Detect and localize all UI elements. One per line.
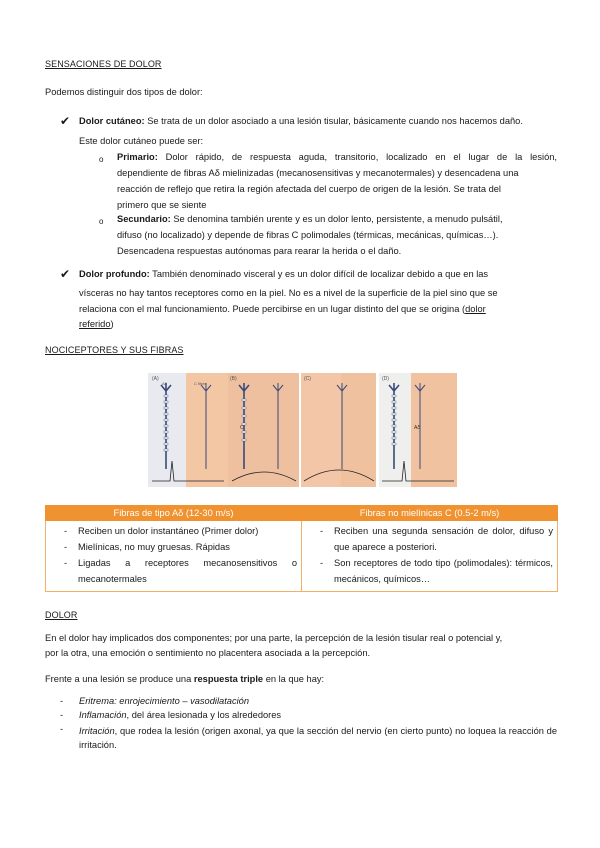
list-item (50, 523, 297, 539)
table-cell-c (302, 521, 558, 592)
dolor-line-1: En el dolor hay implicados dos componentes; por una parte, la percepción de la lesión tisular real o potencial y, (45, 633, 503, 643)
triple-line (45, 674, 324, 684)
profundo-title: Dolor profundo: (79, 269, 150, 279)
check-icon: ✔ (60, 267, 71, 281)
table-header-c: Fibras no mielínicas C (0.5-2 m/s) (302, 506, 558, 521)
panel-label-d: (D) (382, 376, 389, 382)
fiber-label-2: C fiber (194, 381, 206, 386)
table-cell-ad (46, 521, 302, 592)
cutaneo-text: Se trata de un dolor asociado a una lesión tisular, básicamente cuando nos hacemos daño. (144, 116, 523, 126)
primario-line-3: reacción de reflejo que retira la región afectada del cuerpo de origen de la lesión. Se trata del (117, 184, 502, 194)
referido-link: referido (79, 319, 111, 329)
c-item-2: Son receptores de todo tipo (polimodales): térmicos, mecánicos, químicos… (334, 558, 553, 584)
dash-bullet: - (64, 542, 68, 552)
primario-line-1 (117, 152, 557, 162)
ad-item-3: Ligadas a receptores mecanosensitivos o mecanotermales (78, 558, 297, 584)
fiber-label-1: Aδ (162, 381, 167, 386)
primario-text-1: Dolor rápido, de respuesta aguda, transitorio, localizado en el lugar de la lesión, (157, 152, 557, 162)
circle-bullet-icon: o (99, 217, 104, 226)
cutaneo-sub-intro: Este dolor cutáneo puede ser: (79, 136, 204, 146)
profundo-line-2: vísceras no hay tantos receptores como en la piel. No es a nivel de la superficie de la piel sino que se (79, 288, 498, 298)
intro-text: Podemos distinguir dos tipos de dolor: (45, 87, 203, 97)
dash-bullet: - (60, 710, 64, 720)
fiber-label-4: C (240, 425, 244, 431)
dash-bullet: - (60, 724, 64, 734)
irritacion-italic: Irritación (79, 726, 115, 736)
panel-label-c: (C) (304, 376, 311, 382)
triple-text-a: Frente a una lesión se produce una (45, 674, 194, 684)
fibers-table (45, 505, 558, 592)
inflamacion-item (79, 710, 281, 720)
profundo-text-1: También denominado visceral y es un dolor difícil de localizar debido a que en las (149, 269, 489, 279)
secundario-line-3: Desencadena respuestas autónomas para rearar la herida o el daño. (117, 246, 402, 256)
dash-bullet: - (64, 526, 68, 536)
irritacion-rest: , que rodea la lesión (origen axonal, ya que la sección del nervio (en cierto punto) no loquea la reacción de irritación. (79, 726, 557, 750)
secundario-line-2: difuso (no localizado) y depende de fibras C polimodales (térmicas, mecánicas, químicas…). (117, 230, 499, 240)
ad-item-1: Reciben un dolor instantáneo (Primer dolor) (78, 526, 259, 536)
eritrema-item: Eritrema: enrojecimiento – vasodilatación (79, 696, 250, 706)
heading-sensaciones: SENSACIONES DE DOLOR (45, 59, 162, 69)
triple-text-c: en la que hay: (263, 674, 325, 684)
dash-bullet: - (60, 696, 64, 706)
heading-dolor: DOLOR (45, 610, 78, 620)
primario-title: Primario: (117, 152, 158, 162)
c-item-1: Reciben una segunda sensación de dolor, difuso y que aparece a posteriori. (334, 526, 553, 552)
dolor-line-2: por la otra, una emoción o sentimiento no placentera asociada a la percepción. (45, 648, 371, 658)
profundo-line-3 (79, 304, 486, 314)
profundo-text-3: relaciona con el mal funcionamiento. Puede percibirse en un lugar distinto del que se origina ( (79, 304, 466, 314)
list-item (50, 555, 297, 587)
list-item (306, 555, 553, 587)
profundo-line-4 (79, 319, 114, 329)
primario-line-4: primero que se siente (117, 200, 207, 210)
dash-bullet: - (320, 558, 324, 568)
table-header-ad: Fibras de tipo Aδ (12-30 m/s) (46, 506, 302, 521)
secundario-title: Secundario: (117, 214, 171, 224)
check-icon: ✔ (60, 114, 71, 128)
list-item (306, 523, 553, 555)
heading-nociceptores: NOCICEPTORES Y SUS FIBRAS (45, 345, 184, 355)
fiber-label-3: Aδ (414, 425, 421, 431)
ad-item-2: Mielínicas, no muy gruesas. Rápidas (78, 542, 230, 552)
circle-bullet-icon: o (99, 155, 104, 164)
irritacion-item (79, 724, 557, 752)
primario-line-2: dependiente de fibras Aδ mielinizadas (mecanosensitivas y mecanotermales) y desencadena una (117, 168, 519, 178)
dolor-link: dolor (465, 304, 486, 314)
profundo-close-paren: ) (110, 319, 114, 329)
inflamacion-rest: , del área lesionada y los alrededores (126, 710, 282, 720)
panel-label-b: (B) (230, 376, 237, 382)
secundario-line-1 (117, 214, 503, 224)
cutaneo-line (79, 116, 523, 126)
triple-bold: respuesta triple (193, 674, 264, 684)
cutaneo-title: Dolor cutáneo: (79, 116, 145, 126)
inflamacion-italic: Inflamación (79, 710, 127, 720)
secundario-text-1: Se denomina también urente y es un dolor lento, persistente, a menudo pulsátil, (170, 214, 503, 224)
list-item (50, 539, 297, 555)
dash-bullet: - (64, 558, 68, 568)
profundo-line-1 (79, 269, 488, 279)
panel-label-a: (A) (152, 376, 159, 382)
dash-bullet: - (320, 526, 324, 536)
nociceptor-figure (144, 369, 460, 491)
